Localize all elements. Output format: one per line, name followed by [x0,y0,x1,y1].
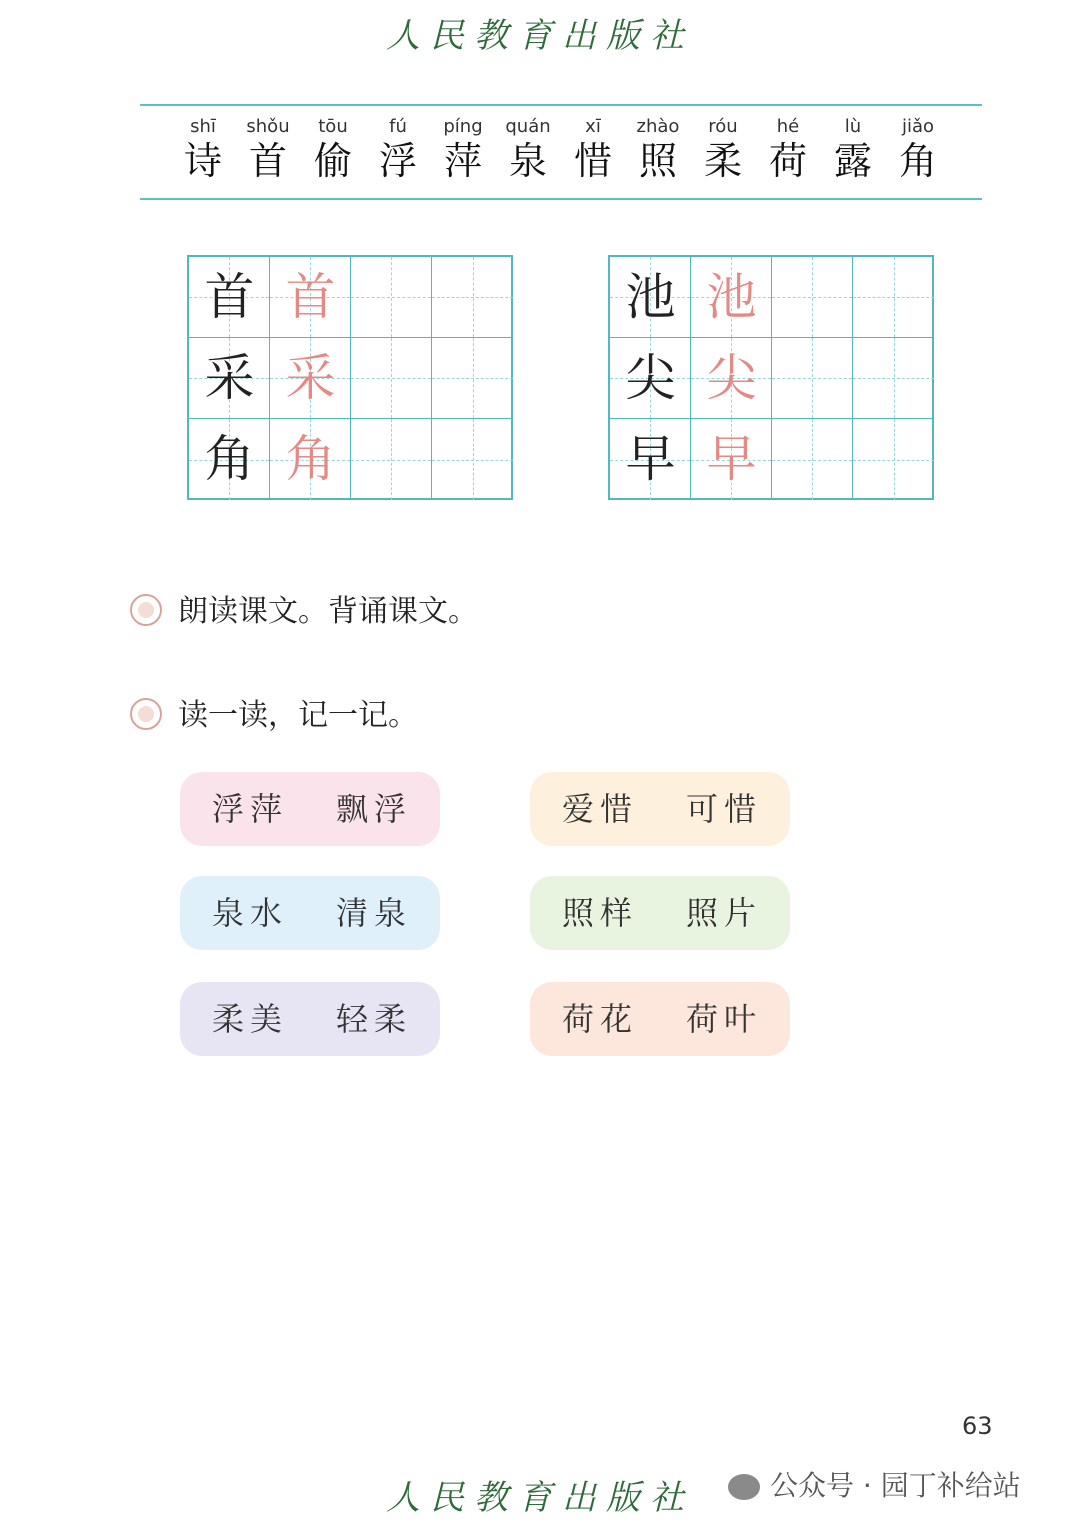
grid-row [189,338,511,419]
word: 飘浮 [336,790,413,828]
pinyin: quán [505,116,551,137]
word-group [180,982,440,1056]
model-char: 首 [204,268,255,326]
grid-cell [691,257,772,338]
pinyin: lù [844,116,862,137]
trace-char: 早 [706,430,757,488]
task-recite [130,592,478,632]
pinyin: fú [389,116,407,137]
pinyin: hé [776,116,800,137]
grid-cell[interactable] [432,338,513,419]
hanzi: 诗 [183,139,222,183]
grid-cell[interactable] [853,257,934,338]
task-bullet-icon [130,698,162,730]
task-bullet-icon [130,594,162,626]
char-cell [885,106,951,184]
trace-char: 角 [285,430,336,488]
grid-row [610,257,932,338]
word: 照样 [562,894,639,932]
writing-grid-left [187,255,513,500]
char-cell [365,106,431,184]
grid-cell[interactable] [772,257,853,338]
grid-cell [189,419,270,500]
char-cell [560,106,626,184]
hanzi: 偷 [313,139,352,183]
model-char: 早 [625,430,676,488]
wechat-icon [728,1474,760,1500]
hanzi: 泉 [508,139,547,183]
grid-cell[interactable] [853,338,934,419]
hanzi: 露 [833,139,872,183]
grid-cell[interactable] [351,419,432,500]
char-cell [235,106,301,184]
word: 荷花 [562,1000,639,1038]
word-group [530,982,790,1056]
grid-row [610,338,932,419]
grid-cell [189,257,270,338]
word-group [530,876,790,950]
char-cell [755,106,821,184]
word: 浮萍 [212,790,289,828]
page-number: 63 [962,1412,993,1440]
grid-cell[interactable] [853,419,934,500]
model-char: 尖 [625,349,676,407]
grid-cell[interactable] [772,338,853,419]
model-char: 采 [204,349,255,407]
grid-cell [189,338,270,419]
grid-cell[interactable] [772,419,853,500]
grid-cell [270,419,351,500]
grid-cell[interactable] [432,257,513,338]
hanzi: 惜 [573,139,612,183]
word: 荷叶 [686,1000,763,1038]
hanzi: 角 [898,139,937,183]
word-group [530,772,790,846]
char-cell [625,106,691,184]
pinyin: róu [708,116,738,137]
watermark [728,1464,1021,1504]
grid-row [189,419,511,500]
task-read-remember [130,696,418,736]
word: 照片 [686,894,763,932]
word-group [180,876,440,950]
writing-grid-right [608,255,934,500]
grid-cell [691,338,772,419]
word: 柔美 [212,1000,289,1038]
grid-row [189,257,511,338]
grid-cell[interactable] [432,419,513,500]
pinyin: tōu [318,116,348,137]
pinyin: zhào [636,116,680,137]
word: 泉水 [212,894,289,932]
hanzi: 荷 [768,139,807,183]
trace-char: 尖 [706,349,757,407]
task-text: 读一读，记一记。 [178,698,418,733]
char-cell [495,106,561,184]
pinyin: shī [190,116,216,137]
grid-cell [270,338,351,419]
word-group [180,772,440,846]
grid-cell[interactable] [351,257,432,338]
publisher-footer: 人民教育出版社 [386,1478,694,1518]
char-cell [430,106,496,184]
char-cell [690,106,756,184]
pinyin: jiǎo [901,116,935,137]
publisher-header: 人民教育出版社 [386,16,694,56]
pinyin: xī [585,116,601,137]
grid-cell[interactable] [351,338,432,419]
grid-cell [610,419,691,500]
hanzi: 浮 [378,139,417,183]
model-char: 池 [625,268,676,326]
hanzi: 萍 [443,139,482,183]
pinyin: píng [443,116,483,137]
hanzi: 柔 [703,139,742,183]
grid-row [610,419,932,500]
trace-char: 采 [285,349,336,407]
new-character-strip [140,104,982,200]
grid-cell [270,257,351,338]
hanzi: 照 [638,139,677,183]
grid-cell [610,338,691,419]
char-cell [820,106,886,184]
hanzi: 首 [248,139,287,183]
word: 轻柔 [336,1000,413,1038]
grid-cell [691,419,772,500]
trace-char: 首 [285,268,336,326]
word: 爱惜 [562,790,639,828]
model-char: 角 [204,430,255,488]
watermark-text: 公众号 · 园丁补给站 [770,1469,1021,1502]
task-text: 朗读课文。背诵课文。 [178,594,478,629]
pinyin: shǒu [246,116,290,137]
grid-cell [610,257,691,338]
word: 可惜 [686,790,763,828]
char-cell [170,106,236,184]
trace-char: 池 [706,268,757,326]
word: 清泉 [336,894,413,932]
char-cell [300,106,366,184]
